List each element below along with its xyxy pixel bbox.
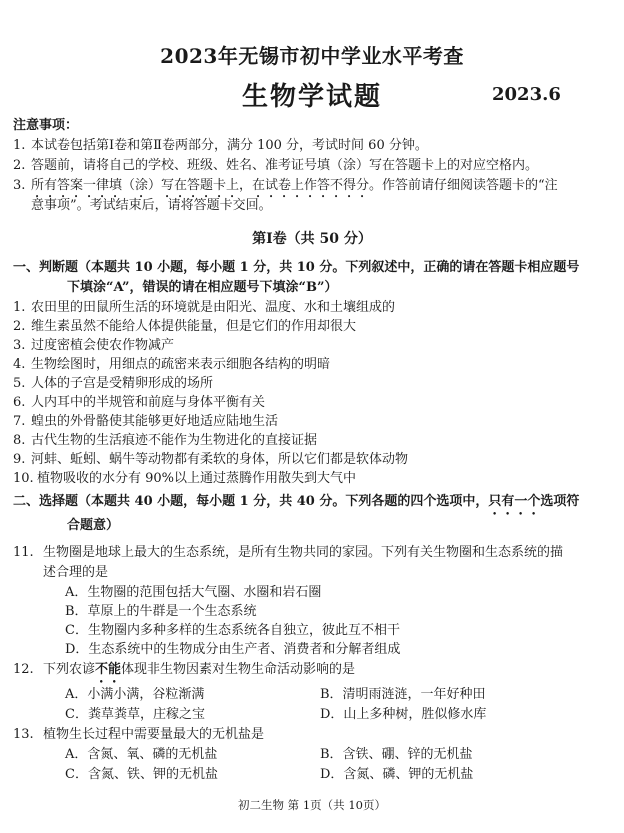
option-c: C．含氮、铁、钾的无机盐 [65, 767, 218, 782]
option-a: A．小满小满，谷粒渐满 [65, 687, 205, 702]
option-c: C．粪草粪草，庄稼之宝 [65, 707, 205, 722]
judge-item: 9. 河蚌、蚯蚓、蜗牛等动物都有柔软的身体，所以它们都是软体动物 [13, 452, 409, 467]
judge-item: 5. 人体的子宫是受精卵形成的场所 [13, 376, 214, 391]
option-b: B．草原上的牛群是一个生态系统 [65, 604, 257, 619]
question-11-stem: 11. 生物圈是地球上最大的生态系统，是所有生物共同的家园。下列有关生物圈和生态系统的描 [13, 545, 564, 560]
option-b: B．清明雨涟涟，一年好种田 [320, 687, 486, 702]
page-footer: 初二生物 第 1页（共 10页） [238, 798, 386, 812]
option-d: D．含氮、磷、钾的无机盐 [320, 767, 474, 782]
judge-item: 2. 维生素虽然不能给人体提供能量，但是它们的作用却很大 [13, 319, 357, 334]
question-12-stem: 12. 下列农谚不能体现非生物因素对生物生命活动影响的是 [13, 662, 356, 677]
note-item: 2. 答题前，请将自己的学校、班级、姓名、准考证号填（涂）写在答题卡上的对应空格内。 [13, 158, 539, 173]
exam-subtitle: 生物学试题 [241, 82, 382, 112]
section2-heading: 二、选择题（本题共 40 小题，每小题 1 分，共 40 分。下列各题的四个选项中，只有一个选项符 [13, 494, 580, 509]
option-c: C．生物圈内多种多样的生态系统各自独立，彼此互不相干 [65, 623, 400, 638]
note-item-continued: 意事项”。考试结束后，请将答题卡交回。 [31, 198, 272, 213]
section2-heading-cont: 合题意） [67, 518, 120, 533]
judge-item: 4. 生物绘图时，用细点的疏密来表示细胞各结构的明暗 [13, 357, 331, 372]
option-a: A．含氮、氧、磷的无机盐 [65, 747, 218, 762]
judge-item: 3. 过度密植会使农作物减产 [13, 338, 175, 353]
note-item: 1. 本试卷包括第Ⅰ卷和第Ⅱ卷两部分，满分 100 分，考试时间 60 分钟。 [13, 138, 428, 153]
judge-item: 7. 蝗虫的外骨骼使其能够更好地适应陆地生活 [13, 414, 279, 429]
option-d: D．生态系统中的生物成分由生产者、消费者和分解者组成 [65, 642, 401, 657]
note-item: 3. 所有答案一律填（涂）写在答题卡上，在试卷上作答不得分。作答前请仔细阅读答题卡的“注 [13, 178, 558, 193]
exam-title: 2023年无锡市初中学业水平考查 [160, 44, 464, 68]
judge-item: 10. 植物吸收的水分有 90%以上通过蒸腾作用散失到大气中 [13, 471, 357, 486]
option-d: D．山上多种树，胜似修水库 [320, 707, 487, 722]
judge-item: 8. 古代生物的生活痕迹不能作为生物进化的直接证据 [13, 433, 318, 448]
section1-heading-cont: 下填涂“A”，错误的请在相应题号下填涂“B”） [67, 280, 338, 295]
section1-heading: 一、判断题（本题共 10 小题，每小题 1 分，共 10 分。下列叙述中，正确的请在答题卡相应题号 [13, 260, 580, 275]
judge-item: 6. 人内耳中的半规管和前庭与身体平衡有关 [13, 395, 266, 410]
question-11-stem-cont: 述合理的是 [43, 565, 109, 580]
option-b: B．含铁、硼、锌的无机盐 [320, 747, 473, 762]
notes-heading: 注意事项： [13, 118, 79, 133]
judge-item: 1. 农田里的田鼠所生活的环境就是由阳光、温度、水和土壤组成的 [13, 300, 396, 315]
part1-heading: 第Ⅰ卷（共 50 分） [252, 231, 372, 247]
exam-date: 2023.6 [492, 84, 561, 105]
question-13-stem: 13. 植物生长过程中需要量最大的无机盐是 [13, 727, 265, 742]
option-a: A．生物圈的范围包括大气圈、水圈和岩石圈 [65, 585, 322, 600]
